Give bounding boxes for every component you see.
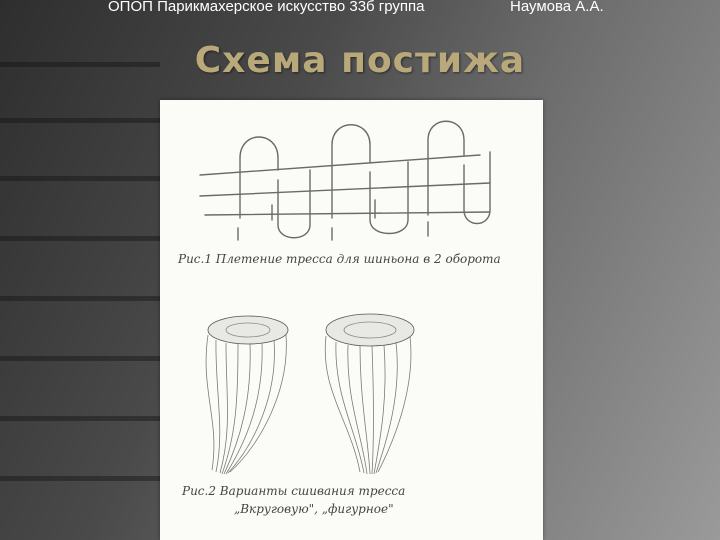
author-label: Наумова А.А. <box>510 0 604 15</box>
decor-stripe <box>0 236 160 241</box>
decor-stripe <box>0 176 160 181</box>
decor-stripe <box>0 416 160 421</box>
slide-title: Схема постижа <box>194 40 526 81</box>
decor-stripe <box>0 476 160 481</box>
drawing-sheet <box>160 100 543 540</box>
decor-stripe <box>0 356 160 361</box>
braiding-drawing <box>160 100 543 540</box>
course-label: ОПОП Парикмахерское искусство 33б группа <box>108 0 425 15</box>
decor-stripe <box>0 296 160 301</box>
decor-stripe <box>0 118 160 123</box>
slide-header <box>108 0 628 18</box>
figure2-caption-line2: „Вкруговую", „фигурное" <box>234 502 394 516</box>
figure2-caption-line1: Рис.2 Варианты сшивания тресса <box>182 484 406 498</box>
figure1-caption: Рис.1 Плетение тресса для шиньона в 2 оборота <box>178 252 501 266</box>
